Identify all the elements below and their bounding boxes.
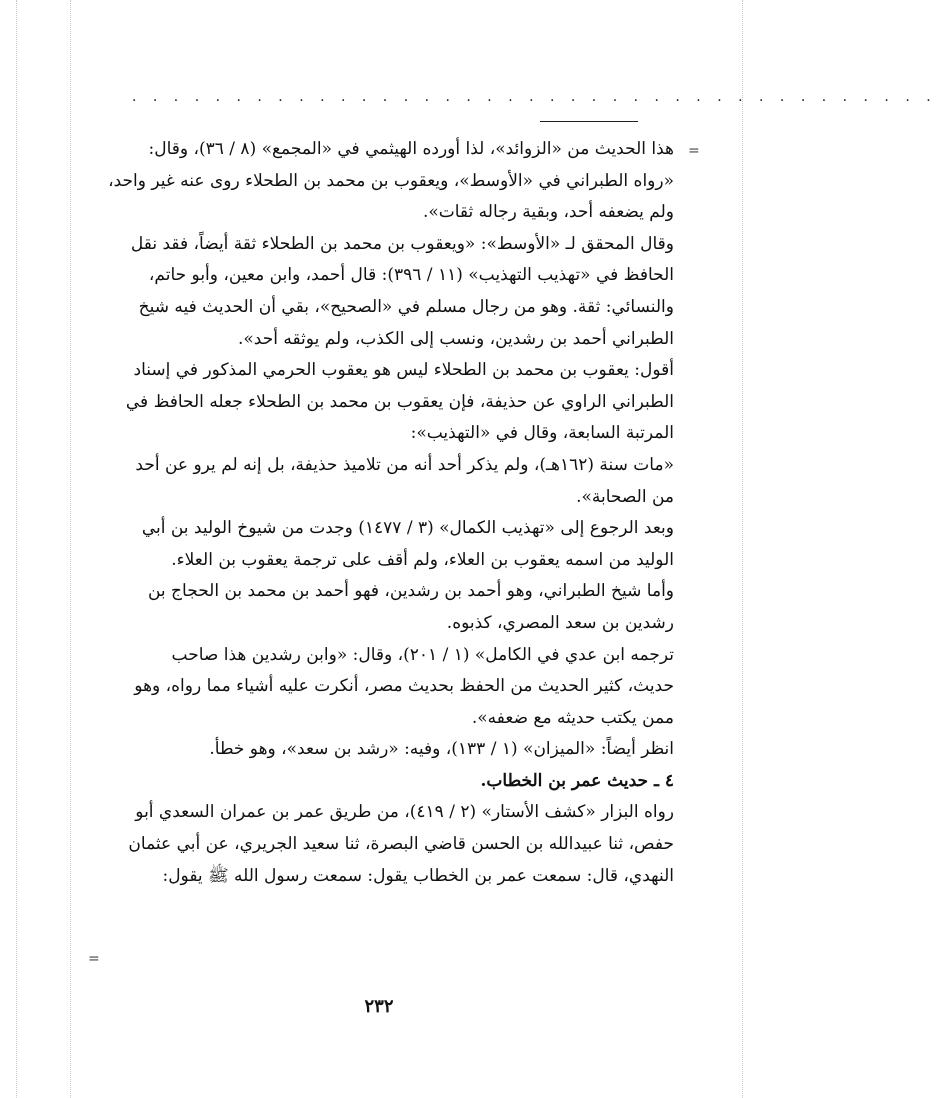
text-line: رواه البزار «كشف الأستار» (٢ / ٤١٩)، من طريق عمر بن عمران السعدي أبو (135, 802, 674, 823)
margin-mark: = (88, 951, 100, 967)
text-line: والنسائي: ثقة. وهو من رجال مسلم في «الصحيح»، بقي أن الحديث فيه شيخ (138, 296, 674, 317)
text-line: ترجمه ابن عدي في الكامل» (١ / ٢٠١)، وقال: «وابن رشدين هذا صاحب (171, 644, 674, 665)
text-line: «مات سنة (١٦٢هـ)، ولم يذكر أحد أنه من تلاميذ حذيفة، بل إنه لم يرو عن أحد (135, 454, 674, 475)
text-line: أقول: يعقوب بن محمد بن الطحلاء ليس هو يعقوب الحرمي المذكور في إسناد (133, 360, 674, 381)
text-line: المرتبة السابعة، وقال في «التهذيب»: (410, 423, 674, 444)
text-line: من الصحابة». (576, 486, 674, 507)
text-line: وقال المحقق لـ «الأوسط»: «ويعقوب بن محمد بن الطحلاء ثقة أيضاً، فقد نقل (130, 233, 674, 254)
text-line: حفص، ثنا عبيدالله بن الحسن قاضي البصرة، ثنا سعيد الجريري، عن أبي عثمان (128, 834, 674, 855)
text-line: ولم يضعفه أحد، وبقية رجاله ثقات». (422, 202, 674, 223)
page-number: ٢٣٢ (364, 996, 394, 1017)
section-heading: ٤ ـ حديث عمر بن الخطاب. (480, 770, 674, 791)
text-line: وأما شيخ الطبراني، وهو أحمد بن رشدين، فهو أحمد بن محمد بن الحجاج بن (147, 581, 674, 602)
text-line: وبعد الرجوع إلى «تهذيب الكمال» (٣ / ١٤٧٧) وجدت من شيوخ الوليد بن أبي (141, 518, 674, 539)
footnote-text (104, 134, 674, 892)
text-line: النهدي، قال: سمعت عمر بن الخطاب يقول: سمعت رسول الله ﷺ يقول: (162, 865, 674, 886)
text-line: انظر أيضاً: «الميزان» (١ / ١٣٣)، وفيه: «رشد بن سعد»، وهو خطأ. (209, 739, 674, 760)
header-ornament-dots: · · · · · · · · · · · · · · · · · · · · · · · · · · · · · · · · · · · · · · · (132, 93, 937, 109)
text-line: حديث، كثير الحديث من الحفظ بحديث مصر، أنكرت عليه أشياء مما رواه، وهو (134, 676, 674, 697)
header-rule (540, 121, 638, 122)
text-line: الحافظ في «تهذيب التهذيب» (١١ / ٣٩٦): قال أحمد، وابن معين، وأبو حاتم، (148, 265, 674, 286)
scan-artifact-line (16, 0, 17, 1098)
text-line: ممن يكتب حديثه مع ضعفه». (471, 707, 674, 728)
text-line: الوليد من اسمه يعقوب بن العلاء، ولم أقف على ترجمة يعقوب بن العلاء. (171, 549, 674, 570)
text-line: هذا الحديث من «الزوائد»، لذا أورده الهيثمي في «المجمع» (٨ / ٣٦)، وقال: (148, 139, 674, 159)
text-line: رشدين بن سعد المصري، كذبوه. (446, 612, 674, 633)
text-line: الطبراني الراوي عن حذيفة، فإن يعقوب بن محمد بن الطحلاء جعله الحافظ في (125, 391, 674, 412)
text-line: «رواه الطبراني في «الأوسط»، ويعقوب بن محمد بن الطحلاء روى عنه غير واحد، (108, 170, 674, 191)
scan-artifact-line (70, 0, 71, 1098)
scan-artifact-line (742, 0, 743, 1098)
text-line: الطبراني أحمد بن رشدين، ونسب إلى الكذب، ولم يوثقه أحد». (237, 328, 674, 349)
margin-mark: = (688, 143, 700, 159)
